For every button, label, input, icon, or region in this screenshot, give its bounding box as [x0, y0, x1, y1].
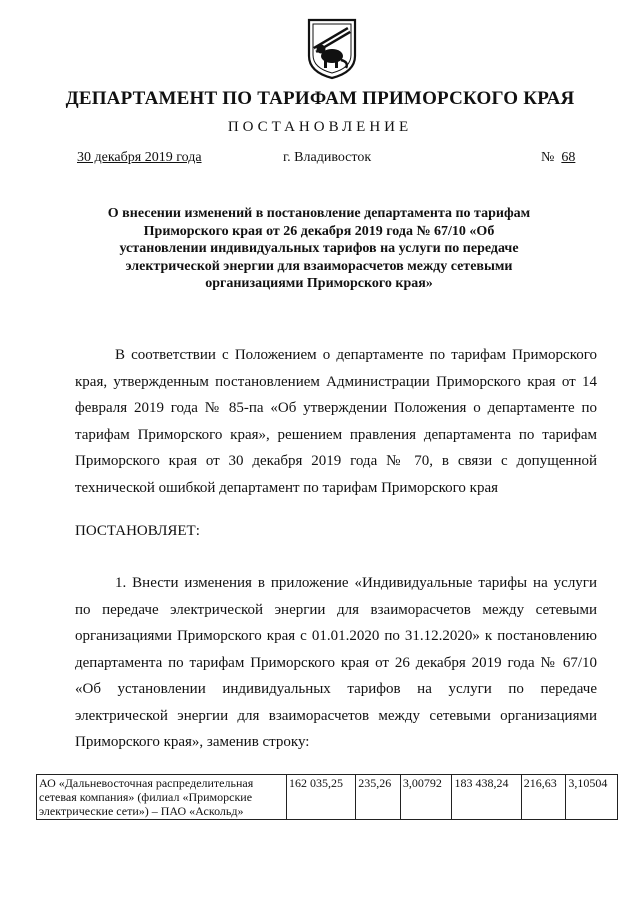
value-cell: 183 438,24 — [452, 775, 521, 820]
preamble-paragraph: В соответствии с Положением о департаменте по тарифам Приморского края, утвержденным постановлением Администрации Приморского края от 14 февраля 2019 года № 85-па «Об утверждении Положения о департаменте по тарифам Приморского края», решением правления департамента по тарифам Приморского края от 30 декабря 2019 года № 70, в связи с допущенной технической ошибкой департамент по тарифам Приморского края — [75, 347, 597, 496]
number-prefix: № — [541, 150, 555, 165]
value-cell: 3,10504 — [566, 775, 618, 820]
resolves-heading: ПОСТАНОВЛЯЕТ: — [75, 523, 200, 539]
value-cell: 235,26 — [356, 775, 401, 820]
document-type: ПОСТАНОВЛЕНИЕ — [227, 119, 413, 135]
value-cell: 3,00792 — [400, 775, 452, 820]
number-value: 68 — [561, 150, 576, 165]
document-date: 30 декабря 2019 года — [77, 150, 202, 165]
department-name: ДЕПАРТАМЕНТ ПО ТАРИФАМ ПРИМОРСКОГО КРАЯ — [65, 88, 575, 109]
value-cell: 216,63 — [521, 775, 566, 820]
clause-1-paragraph: 1. Внести изменения в приложение «Индивидуальные тарифы на услуги по передаче электрической энергии для взаиморасчетов между сетевыми организациями Приморского края с 01.01.2020 по 31.12.2020» к постановлению департамента по тарифам Приморского края от 26 декабря 2019 года № 67/10 «Об установлении индивидуальных тарифов на услуги по передаче электрической энергии для взаиморасчетов между сетевыми организациями Приморского края», заменив строку: — [75, 575, 597, 750]
table-row — [37, 775, 618, 820]
document-city: г. Владивосток — [283, 150, 372, 165]
document-subject: О внесении изменений в постановление департамента по тарифам Приморского края от 26 декабря 2019 года № 67/10 «Об установлении индивидуальных тарифов на услуги по передаче электрической энергии для взаиморасчетов между сетевыми организациями Приморского края» — [107, 206, 531, 292]
coat-of-arms-icon — [305, 16, 359, 80]
tariff-row-table — [36, 774, 618, 820]
document-number — [541, 150, 575, 166]
value-cell: 162 035,25 — [287, 775, 356, 820]
organization-cell: АО «Дальневосточная распределительная сетевая компания» (филиал «Приморские электрические сети») – ПАО «Аскольд» — [37, 775, 287, 820]
